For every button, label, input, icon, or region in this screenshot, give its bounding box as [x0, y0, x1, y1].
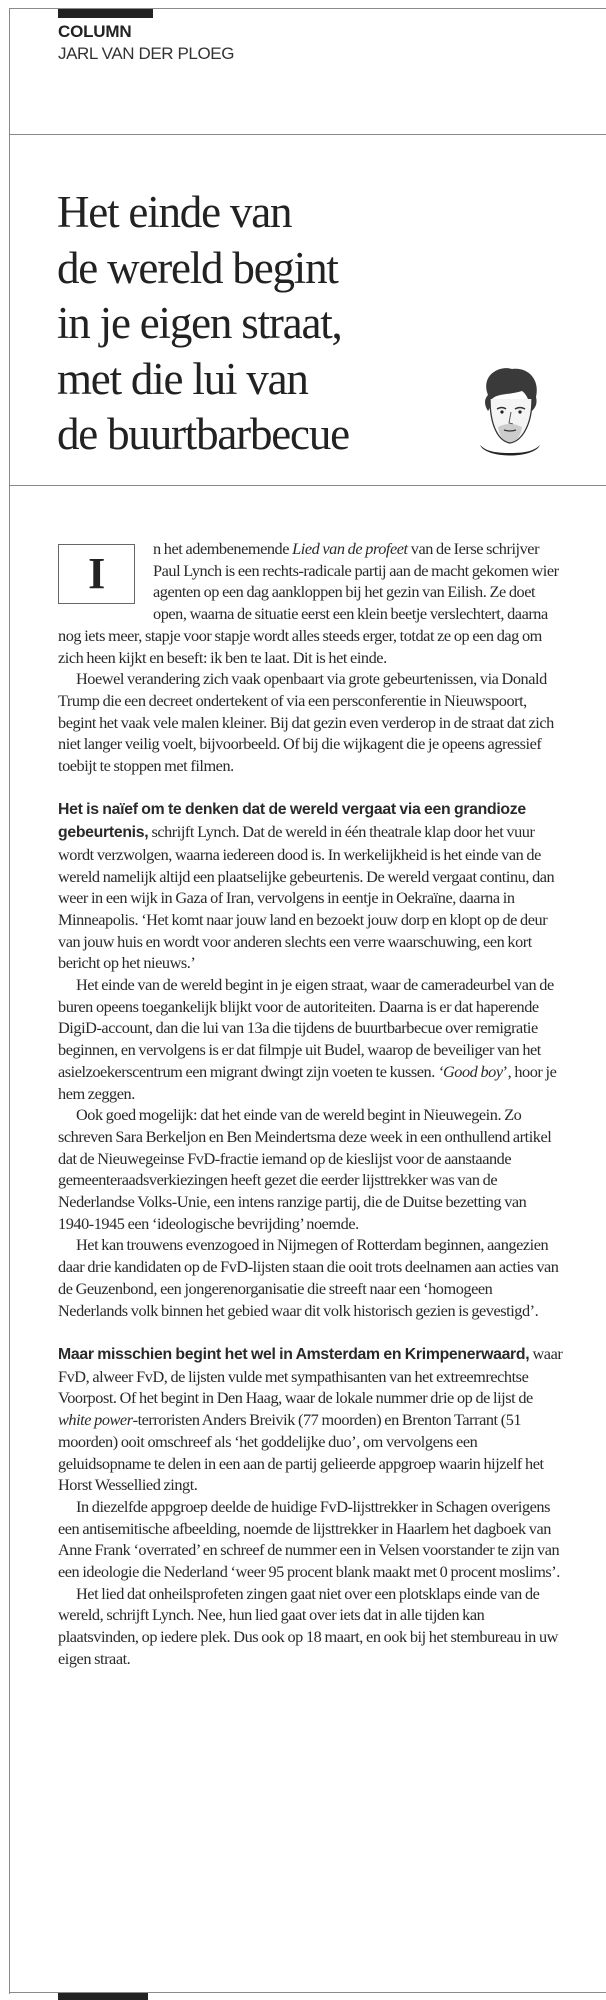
headline-line: Het einde van	[57, 187, 292, 237]
paragraph	[58, 668, 564, 777]
body-text: Het einde van de wereld begint in je eigen straat, waar de cameradeurbel van de buren opeens toegankelijk blijkt voor de autoriteiten. Daarna is er dat haperende DigiD-account, dan die lui van 13a die tijdens de buurtbarbecue over remigratie beginnen, en vervolgens is er dat filmpje uit Budel, waarop de beveiliger van het asielzoekerscentrum een migrant dwingt zijn voeten te kussen.	[58, 975, 554, 1081]
paragraph	[58, 1583, 564, 1670]
paragraph	[58, 1496, 564, 1583]
section-paragraph	[58, 1343, 564, 1496]
headline-divider	[9, 485, 606, 486]
body-text: van de Ierse schrijver Paul Lynch is een rechts-radicale partij aan de macht gekomen wier agenten op een dag aankloppen bij het gezin van Eilish. Ze doet open, waarna de situatie eerst een klein beetje verslechtert, daarna nog iets meer, stapje voor stapje wordt alles steeds erger, totdat ze op een dag om zich heen kijkt en beseft: ik ben te laat. Dit is het einde.	[58, 539, 559, 667]
headline	[57, 185, 477, 463]
body-text: In diezelfde appgroep deelde de huidige FvD-lijsttrekker in Schagen overigens een antisemitische afbeelding, noemde de lijsttrekker in Haarlem het dagboek van Anne Frank ‘overrated’ en schreef de nummer een in Velsen voorstander te zijn van een ideologie die Nederland ‘weer 95 procent blank maakt met 0 procent moslims’.	[58, 1496, 560, 1582]
body-text: Ook goed mogelijk: dat het einde van de wereld begint in Nieuwegein. Zo schreven Sara Berkeljon en Ben Meindertsma deze week in een onthullend artikel dat de Nieuwegeinse FvD-fractie iemand op de kieslijst voor de aanstaande gemeenteraadsverkiezingen heeft gezet die eerder lijsttrekker was van de Nederlandse Volks-Unie, een intens ranzige partij, die de Duitse bezetting van 1940-1945 een ‘ideologische bevrijding’ noemde.	[58, 1105, 552, 1233]
header-divider	[9, 134, 606, 135]
paragraph	[58, 538, 564, 668]
italic-text: Lied van de profeet	[292, 539, 408, 558]
frame-border	[9, 8, 10, 1994]
body-text: Het lied dat onheilsprofeten zingen gaat niet over een plotsklaps einde van de wereld, schrijft Lynch. Nee, hun lied gaat over iets dat in alle tijden kan plaatsvinden, op iedere plek. Dus ook op 18 maart, en ook bij het stembureau in uw eigen straat.	[58, 1583, 558, 1668]
body-text: schrijft Lynch. Dat de wereld in één theatrale klap door het vuur wordt verzwolgen, waarna iedereen dood is. In werkelijkheid is het einde van de wereld namelijk altijd een plaatselijke gebeurtenis. De wereld vergaat continu, dan weer in een wijk in Gaza of Iran, vervolgens in eentje in Oekraïne, daarna in Minneapolis. ‘Het komt naar jouw land en bezoekt jouw dorp en klopt op de deur van jouw huis en wordt voor anderen slechts een verre waarschuwing, een kort bericht op het nieuws.’	[58, 822, 555, 973]
author-portrait-illustration	[470, 365, 550, 460]
body-text: waar FvD, alweer FvD, de lijsten vulde met sympathisanten van het extreemrechtse Voorpost. Of het begint in Den Haag, waar de lokale nummer drie op de lijst de	[58, 1343, 563, 1408]
author-name: JARL VAN DER PLOEG	[58, 44, 235, 63]
lead-in-text: Maar misschien begint het wel in Amsterdam en Krimpenerwaard,	[58, 1345, 530, 1363]
drop-cap: I	[58, 544, 135, 604]
headline-line: in je eigen straat,	[57, 298, 342, 348]
italic-text: ‘Good boy	[437, 1061, 503, 1081]
headline-line: de wereld begint	[57, 242, 338, 293]
body-text: -terroristen Anders Breivik (77 moorden) en Brenton Tarrant (51 moorden) ooit omschreef als ‘het goddelijke duo’, om vervolgens een geluidsopname te delen in een aan de partij gelieerde appgroep waarin hijzelf het Horst Wessellied zingt.	[58, 1410, 544, 1495]
lead-in-text: Het is naïef om te denken dat de wereld vergaat via een grandioze gebeurtenis,	[58, 801, 526, 842]
paragraph	[58, 1234, 564, 1321]
section-paragraph	[58, 798, 564, 974]
italic-text: white power	[58, 1410, 133, 1430]
paragraph	[58, 1104, 564, 1234]
headline-line: de buurtbarbecue	[57, 409, 349, 459]
body-text: ’, hoor je hem zeggen.	[58, 1061, 557, 1103]
headline-line: met die lui van	[57, 353, 308, 404]
section-marker-bar	[58, 9, 153, 18]
section-marker-bar-bottom	[58, 1993, 148, 2000]
article-body	[58, 538, 564, 1670]
section-kicker: COLUMN	[58, 22, 132, 41]
paragraph	[58, 974, 564, 1104]
body-text: n het adembenemende	[153, 539, 293, 558]
body-text: Het kan trouwens evenzogoed in Nijmegen of Rotterdam beginnen, aangezien daar drie kandidaten op de FvD-lijsten staan die ooit trots deelnamen aan acties van de Geuzenbond, een jongerenorganisatie die streeft naar een ‘homogeen Nederlands volk binnen het gebied waar dit volk historisch gezien is gevestigd’.	[58, 1235, 559, 1320]
body-text: Hoewel verandering zich vaak openbaart via grote gebeurtenissen, via Donald Trump die een decreet ondertekent of via een persconferentie in Nieuwspoort, begint het vaak vele malen kleiner. Bij dat gezin even verderop in de straat dat zich niet langer veilig voelt, bijvoorbeeld. Of bij die wijkagent die je opeens agressief toebijt te stoppen met filmen.	[58, 669, 554, 776]
